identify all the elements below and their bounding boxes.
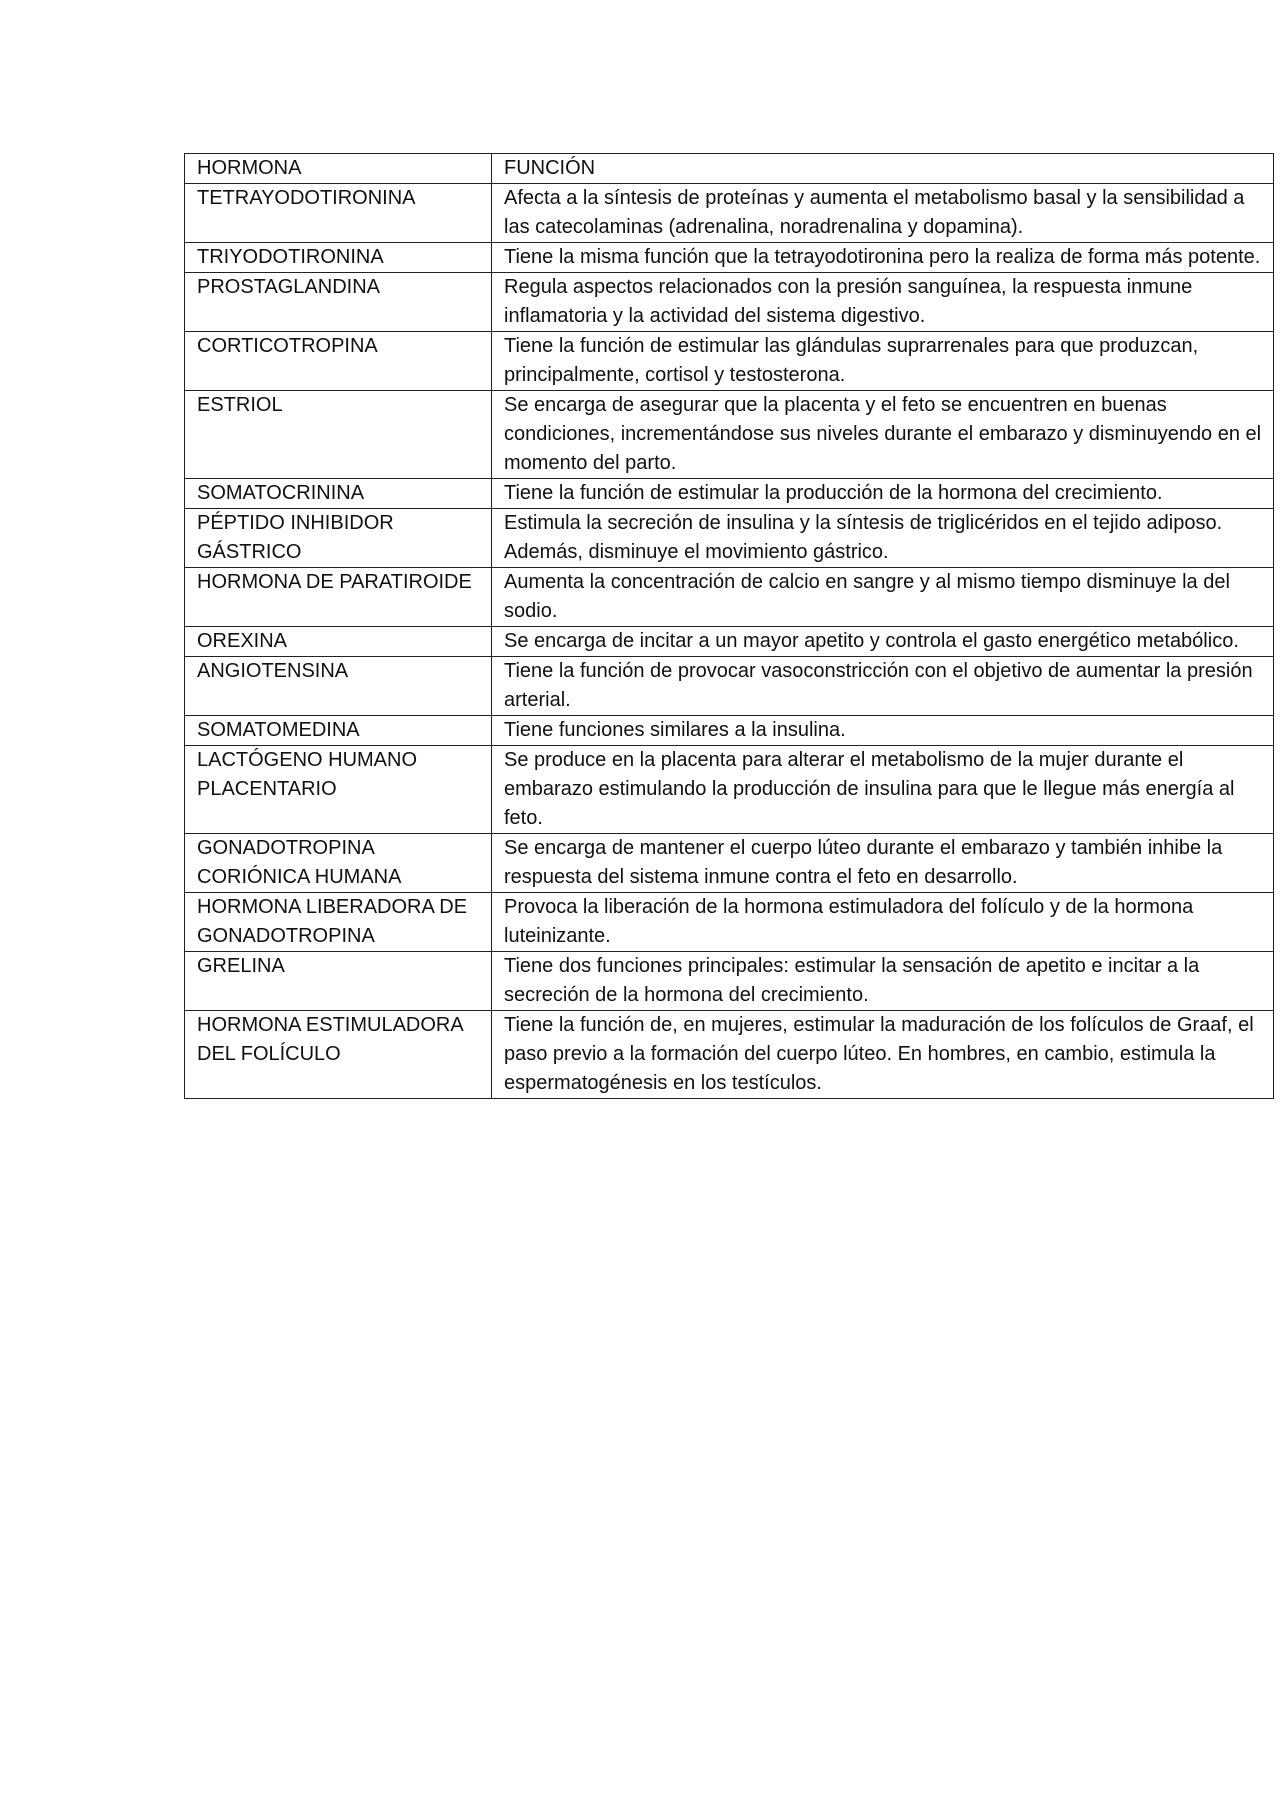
hormone-function-cell: Se encarga de incitar a un mayor apetito y controla el gasto energético metabólico. bbox=[492, 627, 1274, 657]
table-row bbox=[185, 627, 1274, 657]
hormone-name-cell: SOMATOCRININA bbox=[185, 479, 492, 509]
table-row bbox=[185, 509, 1274, 568]
hormone-function-cell: Estimula la secreción de insulina y la síntesis de triglicéridos en el tejido adiposo. Además, disminuye el movimiento gástrico. bbox=[492, 509, 1274, 568]
table-row bbox=[185, 834, 1274, 893]
table-row bbox=[185, 332, 1274, 391]
hormone-function-cell: Tiene la misma función que la tetrayodotironina pero la realiza de forma más potente. bbox=[492, 243, 1274, 273]
table-row bbox=[185, 184, 1274, 243]
header-hormone: HORMONA bbox=[185, 154, 492, 184]
table-row bbox=[185, 746, 1274, 834]
hormone-name-cell: PROSTAGLANDINA bbox=[185, 273, 492, 332]
hormone-function-cell: Afecta a la síntesis de proteínas y aumenta el metabolismo basal y la sensibilidad a las catecolaminas (adrenalina, noradrenalina y dopamina). bbox=[492, 184, 1274, 243]
hormone-name-cell: OREXINA bbox=[185, 627, 492, 657]
table-row bbox=[185, 952, 1274, 1011]
hormone-name-cell: HORMONA DE PARATIROIDE bbox=[185, 568, 492, 627]
hormone-name-cell: CORTICOTROPINA bbox=[185, 332, 492, 391]
hormone-name-cell: HORMONA ESTIMULADORA DEL FOLÍCULO bbox=[185, 1011, 492, 1099]
hormone-name-cell: TETRAYODOTIRONINA bbox=[185, 184, 492, 243]
hormone-function-cell: Tiene la función de estimular las glándulas suprarrenales para que produzcan, principalmente, cortisol y testosterona. bbox=[492, 332, 1274, 391]
hormone-name-cell: SOMATOMEDINA bbox=[185, 716, 492, 746]
table-row bbox=[185, 716, 1274, 746]
hormone-function-cell: Tiene la función de provocar vasoconstricción con el objetivo de aumentar la presión arterial. bbox=[492, 657, 1274, 716]
hormone-function-cell: Se encarga de mantener el cuerpo lúteo durante el embarazo y también inhibe la respuesta del sistema inmune contra el feto en desarrollo. bbox=[492, 834, 1274, 893]
hormone-function-cell: Tiene dos funciones principales: estimular la sensación de apetito e incitar a la secreción de la hormona del crecimiento. bbox=[492, 952, 1274, 1011]
table-row bbox=[185, 243, 1274, 273]
hormone-function-cell: Provoca la liberación de la hormona estimuladora del folículo y de la hormona luteinizante. bbox=[492, 893, 1274, 952]
header-function: FUNCIÓN bbox=[492, 154, 1274, 184]
hormone-name-cell: LACTÓGENO HUMANO PLACENTARIO bbox=[185, 746, 492, 834]
hormone-table bbox=[184, 153, 1274, 1099]
hormone-function-cell: Se encarga de asegurar que la placenta y el feto se encuentren en buenas condiciones, incrementándose sus niveles durante el embarazo y disminuyendo en el momento del parto. bbox=[492, 391, 1274, 479]
table-row bbox=[185, 391, 1274, 479]
table-row bbox=[185, 657, 1274, 716]
table-row bbox=[185, 273, 1274, 332]
hormone-name-cell: ESTRIOL bbox=[185, 391, 492, 479]
hormone-name-cell: HORMONA LIBERADORA DE GONADOTROPINA bbox=[185, 893, 492, 952]
hormone-function-cell: Tiene la función de estimular la producción de la hormona del crecimiento. bbox=[492, 479, 1274, 509]
table-row bbox=[185, 1011, 1274, 1099]
table-header-row bbox=[185, 154, 1274, 184]
hormone-name-cell: GONADOTROPINA CORIÓNICA HUMANA bbox=[185, 834, 492, 893]
hormone-function-cell: Tiene funciones similares a la insulina. bbox=[492, 716, 1274, 746]
table-row bbox=[185, 893, 1274, 952]
hormone-name-cell: PÉPTIDO INHIBIDOR GÁSTRICO bbox=[185, 509, 492, 568]
hormone-name-cell: GRELINA bbox=[185, 952, 492, 1011]
hormone-function-cell: Tiene la función de, en mujeres, estimular la maduración de los folículos de Graaf, el paso previo a la formación del cuerpo lúteo. En hombres, en cambio, estimula la espermatogénesis en los testículos. bbox=[492, 1011, 1274, 1099]
hormone-name-cell: ANGIOTENSINA bbox=[185, 657, 492, 716]
hormone-function-cell: Regula aspectos relacionados con la presión sanguínea, la respuesta inmune inflamatoria y la actividad del sistema digestivo. bbox=[492, 273, 1274, 332]
table-row bbox=[185, 568, 1274, 627]
hormone-name-cell: TRIYODOTIRONINA bbox=[185, 243, 492, 273]
hormone-function-cell: Se produce en la placenta para alterar el metabolismo de la mujer durante el embarazo estimulando la producción de insulina para que le llegue más energía al feto. bbox=[492, 746, 1274, 834]
hormone-function-cell: Aumenta la concentración de calcio en sangre y al mismo tiempo disminuye la del sodio. bbox=[492, 568, 1274, 627]
table-row bbox=[185, 479, 1274, 509]
hormone-table-body bbox=[185, 154, 1274, 1099]
